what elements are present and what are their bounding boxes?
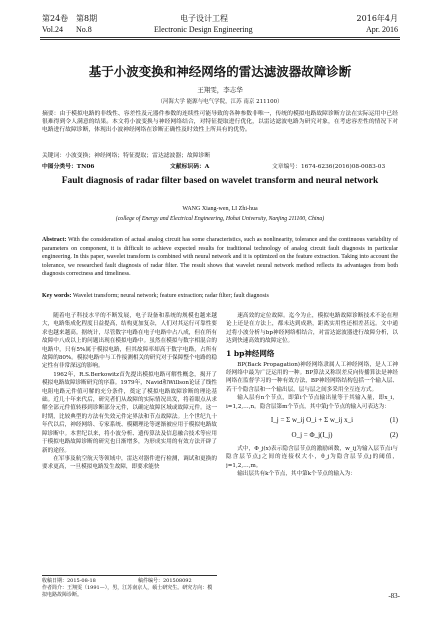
abstract-en-text: With the consideration of actual analog circuit has some characteristics, such as nonlinearity, tolerance and the continuous variability of parameters on component, it is difficult to achieve expected results for traditional technology of analog circuit fault diagnosis in particular engineering. In this paper, wavelet transform is combined with neural network and it is optimized on the feature extraction. Taking into account the tolerance, we researched fault diagnosis of radar filter. The result shows that wavelet neural network method reflects its advantages from both diagnosis correctness and timeliness. xyxy=(42,237,398,278)
journal-name-en: Electronic Design Engineering xyxy=(154,25,253,34)
abstract-en xyxy=(42,236,398,279)
issue-en: No.8 xyxy=(76,25,92,34)
author-bio: 作者简介：王翔雯（1991—），男，江苏南京人，硕士研究生。研究方向：模拟电路故障诊断。 xyxy=(42,585,213,598)
volume-cn: 第24卷 xyxy=(42,14,69,23)
intro-paragraph-2: 1962年，R.S.Berkowitz首先提出模拟电路可解性概念，揭开了模拟电路故障诊断研究的序幕。1979年，Navid和Willson论证了线性电阻电路元件值可解的充分条件，奠定了模拟电路故障诊断的理论基础。近几十年来代后，研究者们从故障的实际情况出发，将着眼点从求解全部元件值转移到诊断部分元件，以确定故障区域或故障元件。这一时期，比较典型的方法有失效元件定界法和节点故障法。上个世纪九十年代以后，神经网络、专家系统、模糊理论等逐渐被应用于模拟电路故障诊断中。本世纪以来，将小波分析、遗传算法及信息融合技术等应用于模拟电路故障诊断的研究也日渐增多，为形成实用的有效方法开辟了新的途径。 xyxy=(42,371,217,454)
classification-row xyxy=(42,163,398,171)
abstract-cn: 摘要：由于模拟电路的非线性、容差性及元器件参数的连续性可能导致的各种参数非唯一，传统的模拟电路故障诊断方法在实际运用中已经很难得到令人满意的结果。本文将小波变换与神经网络结合，对特征提取进行优化，以雷达滤波电路为研究对象，在考虑容差性的情况下对电路进行故障诊断，体现出小波神经网络在诊断正确性及时效性上所具有的优势。 xyxy=(42,111,398,134)
keywords-en xyxy=(42,292,398,300)
intro-paragraph-4: 速高效的定位故障。迄今为止，模拟电路故障诊断技术不论在理论上还是在方法上，都未达到成熟，距离实用性还相差甚远。文中通过将小波分析与bp神经网络相结合，对雷达滤波器进行故障分析，以达到快速高效的故障定位。 xyxy=(226,313,398,345)
title-cn: 基于小波变换和神经网络的雷达滤波器故障诊断 xyxy=(88,64,352,79)
footnote-rule xyxy=(42,575,217,576)
equation-2 xyxy=(226,430,398,441)
keywords-en-text: Wavelet transform; neural network; feature extraction; radar filter; fault diagnosis xyxy=(72,293,269,299)
intro-paragraph-1: 随着电子科技水平的不断发展，电子设备和系统的规模也越来越大，电路集成化程度日益提高，结构更加复杂，人们对其运行可靠性要求也越来越高。据统计，尽管数字电路在电子电路中占八成，但在所有故障中八成以上的问题出现在模拟电路中。虽然在模拟与数字相混合的电路中，只有5%属于模拟电路，但其故障率却高于数字电路，占所有故障的80%。模拟电路中与工作接测相关的研究对于保障整个电路的稳定性有非常深远的影响。 xyxy=(42,313,217,370)
header-rule-2 xyxy=(40,39,400,40)
affiliation-en: (college of Energy and Electrical Engineering, Hohai University, Nanjing 211100, China) xyxy=(115,216,325,222)
right-column xyxy=(226,312,398,602)
clc-number: 中图分类号：TN06 xyxy=(42,164,95,170)
bp-paragraph-3: 式中，Φ_j(x)表示隐含层节点的激励函数，w_ij为输入层节点i与隐含层节点j之间的连接权大小，θ_j为隐含层节点j的阈值，j=1,2,…,m。 xyxy=(226,446,398,469)
equation-1-body: I_j = Σ w_ij O_i + Σ w_ij x_i xyxy=(270,416,354,425)
equation-2-body: O_j = Φ_j(I_j) xyxy=(291,431,333,440)
issue-cn: 第8期 xyxy=(76,14,98,23)
volume-en: Vol.24 xyxy=(42,25,63,34)
intro-paragraph-3: 在军事及航空航天等领域中，雷达对器件进行检测，调试和更换的要求更高，一旦模拟电路发生故障，即要求能快 xyxy=(42,455,217,471)
affiliation-cn: （河海大学 能源与电气学院，江苏 南京 211100） xyxy=(157,99,283,105)
article-number: 文章编号：1674-6236(2016)08-0083-03 xyxy=(272,164,386,170)
bp-paragraph-4: 输出层共有k个节点，其中第k个节点的输入为： xyxy=(237,471,356,478)
bp-paragraph-1: BP(Back Propagation)神经网络隶属人工神经网络，是人工神经网络中最为广泛运用的一种。BP算法又称误差反向传播算法是神经网络在监督学习的一种有效方法，BP神经网络结构包括一个输入层、若干个隐含层和一个输出层，层与层之间多采用全互连方式。 xyxy=(226,361,398,393)
footnote-dates xyxy=(42,578,217,585)
abstract-en-label: Abstract: xyxy=(42,237,67,243)
footnote xyxy=(42,578,217,599)
equation-1-number: (1) xyxy=(389,416,398,425)
received-date: 收稿日期：2015-08-18 xyxy=(42,578,96,584)
page-number: -83- xyxy=(388,592,400,600)
document-code: 文献标识码：A xyxy=(170,164,210,170)
keywords-en-label: Key words: xyxy=(42,293,72,299)
title-en: Fault diagnosis of radar filter based on wavelet transform and neural network xyxy=(61,176,379,186)
header-rule xyxy=(40,37,400,38)
authors-en: WANG Xiang-wen, LI Zhi-hua xyxy=(182,206,258,212)
keywords-cn: 关键词：小波变换；神经网络；特征提取；雷达滤波器；故障诊断 xyxy=(42,153,211,159)
equation-2-number: (2) xyxy=(389,431,398,440)
left-column xyxy=(42,312,217,570)
authors-cn: 王翔雯，李志华 xyxy=(197,86,243,94)
section-1-title: 1 bp神经网络 xyxy=(226,348,275,358)
manuscript-number: 稿件编号：201508092 xyxy=(138,578,192,584)
date-en: Apr. 2016 xyxy=(366,25,398,34)
date-cn: 2016年4月 xyxy=(356,14,398,23)
journal-name-cn: 电子设计工程 xyxy=(180,14,228,23)
bp-paragraph-2: 输入层有n个节点，即第i个节点输出量等于其输入量，即x_i，i=1,2,…,n。隐含层第m个节点，其中第j个节点的输入可表达为： xyxy=(226,395,398,410)
equation-1 xyxy=(226,415,398,426)
